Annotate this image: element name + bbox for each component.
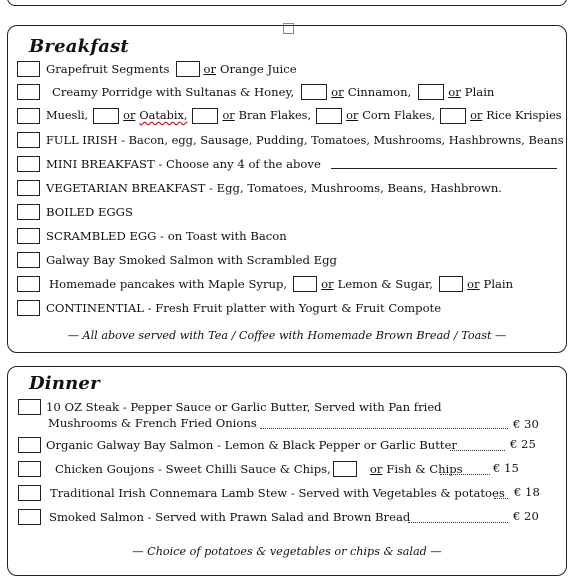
or-label: or	[466, 276, 480, 291]
breakfast-item-mini	[17, 155, 557, 172]
item-label: Rice Krispies	[486, 109, 562, 122]
item-label: Bran Flakes,	[238, 109, 312, 122]
checkbox[interactable]	[18, 399, 41, 415]
checkbox[interactable]	[18, 485, 41, 501]
dinner-item-smoked-salmon	[18, 508, 410, 525]
breakfast-item-salmon	[17, 251, 337, 268]
item-label: Traditional Irish Connemara Lamb Stew - Served with Vegetables & potatoes	[50, 485, 505, 500]
breakfast-item-pancakes	[17, 275, 513, 292]
or-label: or	[346, 109, 359, 122]
checkbox[interactable]	[418, 84, 444, 100]
dinner-item-chicken	[18, 460, 463, 477]
or-label: or	[203, 61, 217, 76]
item-label: VEGETARIAN BREAKFAST - Egg, Tomatoes, Mushrooms, Beans, Hashbrown.	[46, 180, 502, 195]
checkbox[interactable]	[17, 132, 40, 148]
price-smoked-salmon: € 20	[513, 509, 539, 523]
or-label: or	[470, 109, 483, 122]
or-label: or	[123, 109, 136, 122]
item-label: Corn Flakes,	[362, 109, 436, 122]
or-label: or	[321, 276, 334, 291]
price-chicken: € 15	[493, 461, 519, 475]
or-label: or	[369, 461, 383, 476]
breakfast-item-grapefruit	[17, 60, 297, 77]
breakfast-item-continental	[17, 299, 441, 316]
item-label: Oatabix,	[139, 109, 188, 122]
checkbox[interactable]	[293, 276, 317, 292]
or-label: or	[448, 84, 461, 99]
checkbox[interactable]	[17, 300, 40, 316]
breakfast-item-porridge	[17, 83, 494, 100]
or-label: or	[331, 84, 344, 99]
dinner-item-steak	[18, 398, 442, 415]
checkbox[interactable]	[333, 461, 357, 477]
dinner-item-organic-salmon	[18, 436, 457, 453]
breakfast-note: — All above served with Tea / Coffee with Homemade Brown Bread / Toast —	[67, 329, 507, 342]
item-label: Creamy Porridge with Sultanas & Honey,	[52, 84, 295, 99]
checkbox[interactable]	[176, 61, 200, 77]
item-label: Grapefruit Segments	[46, 61, 170, 76]
checkbox[interactable]	[301, 84, 327, 100]
item-label: SCRAMBLED EGG - on Toast with Bacon	[46, 228, 287, 243]
checkbox[interactable]	[17, 61, 40, 77]
item-label: Orange Juice	[220, 61, 297, 76]
item-label: Homemade pancakes with Maple Syrup,	[49, 276, 288, 291]
item-label: Organic Galway Bay Salmon - Lemon & Black Pepper or Garlic Butter	[46, 437, 457, 452]
checkbox[interactable]	[17, 204, 40, 220]
price-leader	[408, 522, 508, 523]
checkbox[interactable]	[18, 509, 41, 525]
item-label: Lemon & Sugar,	[337, 276, 433, 291]
checkbox[interactable]	[440, 108, 466, 124]
item-label: Galway Bay Smoked Salmon with Scrambled Egg	[46, 252, 337, 267]
checkbox[interactable]	[17, 156, 40, 172]
checkbox[interactable]	[17, 276, 40, 292]
breakfast-item-vegetarian	[17, 179, 502, 196]
breakfast-item-scrambled	[17, 227, 287, 244]
checkbox[interactable]	[93, 108, 119, 124]
item-label: BOILED EGGS	[46, 204, 133, 219]
item-label: Smoked Salmon - Served with Prawn Salad and Brown Bread	[49, 509, 411, 524]
breakfast-item-full-irish	[17, 131, 564, 148]
item-label: Fish & Chips	[386, 461, 463, 476]
item-label: 10 OZ Steak - Pepper Sauce or Garlic Butter, Served with Pan fried	[46, 399, 442, 414]
item-label: Chicken Goujons - Sweet Chilli Sauce & Chips,	[55, 461, 331, 476]
checkbox[interactable]	[17, 252, 40, 268]
price-steak: € 30	[513, 417, 539, 431]
checkbox[interactable]	[316, 108, 342, 124]
price-leader	[260, 428, 508, 429]
checkbox[interactable]	[439, 276, 463, 292]
breakfast-title: Breakfast	[29, 36, 129, 57]
item-label: Plain	[483, 276, 514, 291]
price-leader	[440, 474, 490, 475]
checkbox[interactable]	[17, 108, 40, 124]
checkbox[interactable]	[17, 84, 40, 100]
dinner-note: — Choice of potatoes & vegetables or chips & salad —	[132, 545, 442, 558]
checkbox[interactable]	[17, 228, 40, 244]
item-label: Plain	[464, 84, 495, 99]
item-label: FULL IRISH - Bacon, egg, Sausage, Pudding, Tomatoes, Mushrooms, Hashbrowns, Beans	[46, 132, 564, 147]
item-label: Muesli,	[46, 109, 89, 122]
dinner-item-lamb-stew	[18, 484, 505, 501]
breakfast-item-boiled-eggs	[17, 203, 133, 220]
item-label: MINI BREAKFAST - Choose any 4 of the above	[46, 156, 321, 171]
previous-section-frame	[7, 0, 567, 6]
checkbox[interactable]	[17, 180, 40, 196]
price-leader	[450, 450, 505, 451]
price-leader	[494, 498, 508, 499]
checkbox[interactable]	[18, 461, 41, 477]
checkbox[interactable]	[192, 108, 218, 124]
price-lamb-stew: € 18	[514, 485, 540, 499]
or-label: or	[222, 109, 235, 122]
write-in-line[interactable]	[331, 168, 557, 169]
item-label: Cinnamon,	[347, 84, 412, 99]
breakfast-item-cereal	[17, 107, 562, 124]
price-salmon: € 25	[510, 437, 536, 451]
item-label: CONTINENTIAL - Fresh Fruit platter with Yogurt & Fruit Compote	[46, 300, 442, 315]
dinner-item-steak-line2: Mushrooms & French Fried Onions	[48, 416, 257, 430]
checkbox[interactable]	[18, 437, 41, 453]
dinner-title: Dinner	[29, 373, 100, 394]
